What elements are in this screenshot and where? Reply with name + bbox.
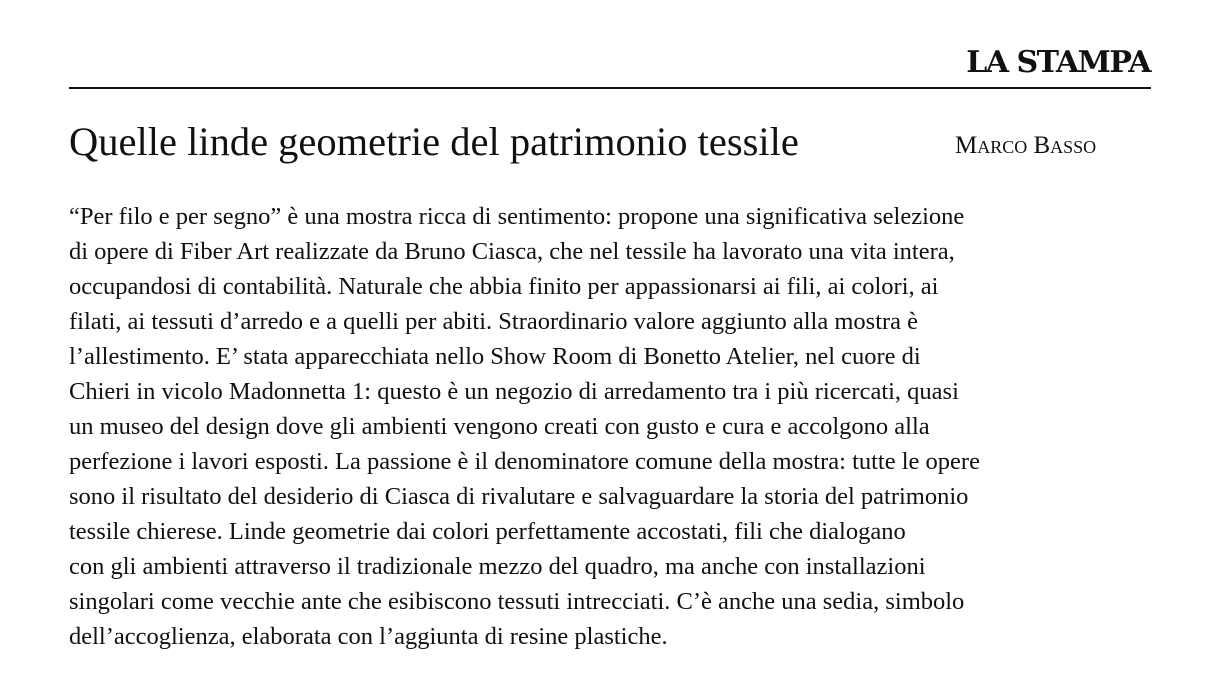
body-line: “Per filo e per segno” è una mostra ricca di sentimento: propone una significativa selezione: [69, 203, 965, 230]
body-line: filati, ai tessuti d’arredo e a quelli per abiti. Straordinario valore aggiunto alla mostra è: [69, 308, 919, 335]
body-line: singolari come vecchie ante che esibiscono tessuti intrecciati. C’è anche una sedia, simbolo: [69, 588, 965, 615]
body-line: di opere di Fiber Art realizzate da Bruno Ciasca, che nel tessile ha lavorato una vita intera,: [69, 238, 955, 265]
article-title: Quelle linde geometrie del patrimonio tessile: [69, 119, 799, 164]
header-divider: [69, 87, 1151, 89]
masthead-logo: LA STAMPA: [966, 45, 1150, 80]
body-line: perfezione i lavori esposti. La passione è il denominatore comune della mostra: tutte le opere: [69, 448, 980, 475]
body-line: sono il risultato del desiderio di Ciasca di rivalutare e salvaguardare la storia del patrimonio: [69, 483, 969, 510]
body-line: tessile chierese. Linde geometrie dai colori perfettamente accostati, fili che dialogano: [69, 518, 906, 545]
body-line: occupandosi di contabilità. Naturale che abbia finito per appassionarsi ai fili, ai colori, ai: [69, 273, 939, 300]
body-line: Chieri in vicolo Madonnetta 1: questo è un negozio di arredamento tra i più ricercati, quasi: [69, 378, 959, 405]
body-line: un museo del design dove gli ambienti vengono creati con gusto e cura e accolgono alla: [69, 413, 930, 440]
body-line: dell’accoglienza, elaborata con l’aggiunta di resine plastiche.: [69, 623, 668, 650]
body-line: l’allestimento. E’ stata apparecchiata nello Show Room di Bonetto Atelier, nel cuore di: [69, 343, 921, 370]
body-line: con gli ambienti attraverso il tradizionale mezzo del quadro, ma anche con installazioni: [69, 553, 926, 580]
article-author: Marco Basso: [955, 132, 1097, 159]
article-body: [69, 199, 1169, 654]
